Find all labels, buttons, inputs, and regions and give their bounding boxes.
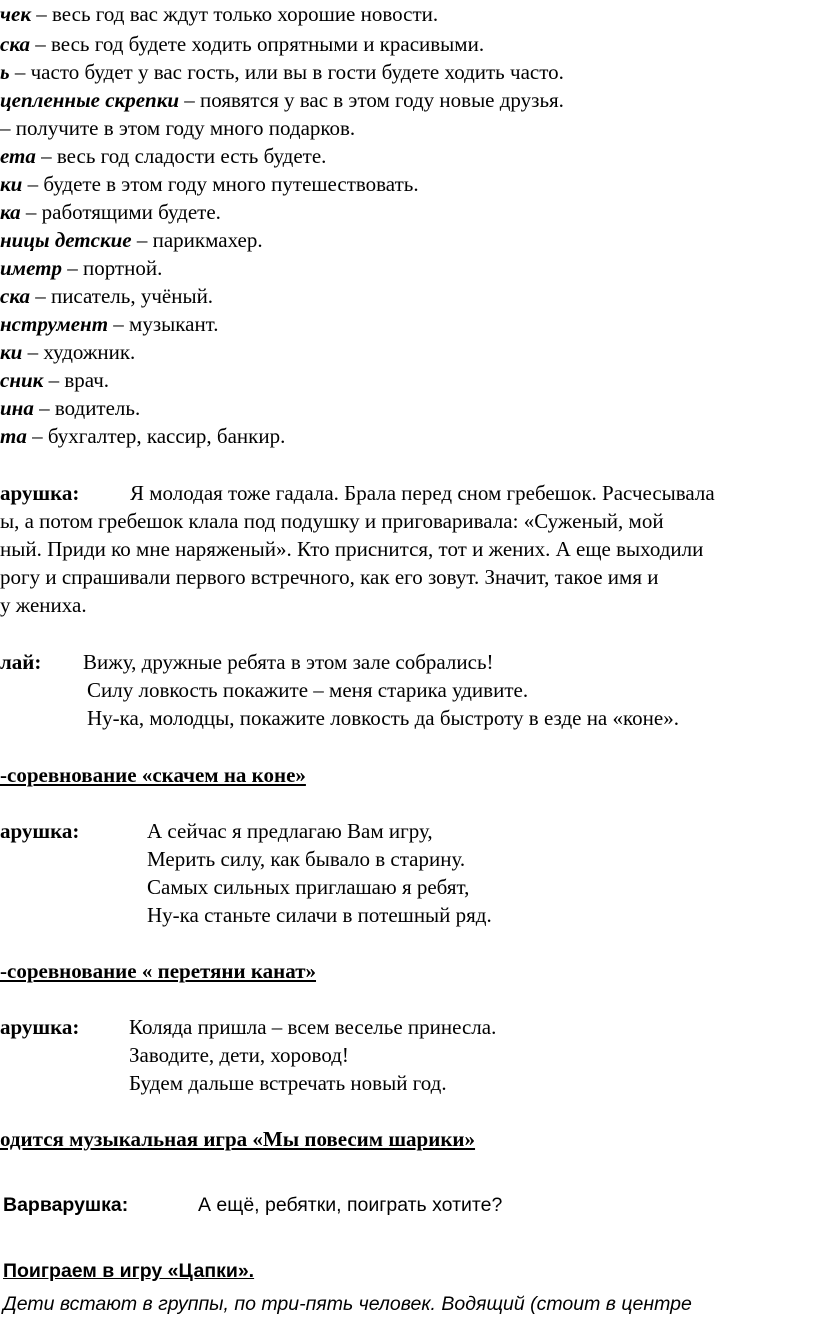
speech-line: Силу ловкость покажите – меня старика удивите. bbox=[87, 678, 529, 702]
list-text: – будете в этом году много путешествовать. bbox=[22, 172, 419, 196]
list-item bbox=[0, 367, 109, 393]
list-text: – работящими будете. bbox=[20, 200, 221, 224]
list-term: та bbox=[0, 424, 27, 448]
list-text: – весь год сладости есть будете. bbox=[35, 144, 327, 168]
section-heading: одится музыкальная игра «Мы повесим шарики» bbox=[0, 1127, 476, 1151]
speech-line: рогу и спрашивали первого встречного, как его зовут. Значит, такое имя и bbox=[0, 565, 659, 589]
list-item bbox=[0, 171, 419, 197]
speaker-label: арушка: bbox=[0, 481, 80, 505]
list-item bbox=[0, 339, 135, 365]
list-item bbox=[0, 395, 140, 421]
speech-line: Ну-ка, молодцы, покажите ловкость да быстроту в езде на «коне». bbox=[87, 706, 679, 730]
list-text: – весь год вас ждут только хорошие новости. bbox=[31, 2, 439, 26]
list-text: – парикмахер. bbox=[131, 228, 263, 252]
list-term: ска bbox=[0, 32, 30, 56]
list-term: сник bbox=[0, 368, 44, 392]
speaker-label: арушка: bbox=[0, 1015, 80, 1039]
speech-line: Будем дальше встречать новый год. bbox=[129, 1071, 447, 1095]
list-term: нструмент bbox=[0, 312, 109, 336]
list-text: – портной. bbox=[61, 256, 163, 280]
speech-line: ы, а потом гребешок клала под подушку и приговаривала: «Суженый, мой bbox=[0, 509, 664, 533]
speech-line: у жениха. bbox=[0, 593, 87, 617]
list-text: – врач. bbox=[43, 368, 110, 392]
list-term: цепленные скрепки bbox=[0, 88, 180, 112]
speaker-label: лай: bbox=[0, 650, 42, 674]
list-text: – получите в этом году много подарков. bbox=[0, 116, 356, 140]
list-term: иметр bbox=[0, 256, 62, 280]
list-text: – водитель. bbox=[33, 396, 141, 420]
list-term: ки bbox=[0, 340, 23, 364]
list-item bbox=[0, 255, 162, 281]
list-item bbox=[0, 115, 355, 141]
list-item bbox=[0, 199, 221, 225]
list-term: чек bbox=[0, 2, 31, 26]
list-text: – писатель, учёный. bbox=[29, 284, 214, 308]
list-item bbox=[0, 59, 564, 85]
section-heading: -соревнование « перетяни канат» bbox=[0, 959, 317, 983]
list-term: ь bbox=[0, 60, 10, 84]
speech-line: Вижу, дружные ребята в этом зале собрались! bbox=[83, 650, 494, 674]
list-text: – музыкант. bbox=[108, 312, 219, 336]
list-term: ка bbox=[0, 200, 21, 224]
speech-line: А ещё, ребятки, поиграть хотите? bbox=[198, 1194, 503, 1216]
list-text: – бухгалтер, кассир, банкир. bbox=[26, 424, 286, 448]
section-heading: Поиграем в игру «Цапки». bbox=[3, 1260, 255, 1282]
speech-line: Ну-ка станьте силачи в потешный ряд. bbox=[147, 903, 492, 927]
list-item bbox=[0, 311, 219, 337]
list-item bbox=[0, 227, 263, 253]
list-item bbox=[0, 31, 484, 57]
list-term: ета bbox=[0, 144, 36, 168]
speech-line: Заводите, дети, хоровод! bbox=[129, 1043, 349, 1067]
instruction-line: Дети встают в группы, по три-пять человек. Водящий (стоит в центре bbox=[3, 1293, 692, 1315]
list-text: – часто будет у вас гость, или вы в гости будете ходить часто. bbox=[9, 60, 564, 84]
list-text: – весь год будете ходить опрятными и красивыми. bbox=[29, 32, 485, 56]
list-text: – появятся у вас в этом году новые друзья. bbox=[179, 88, 564, 112]
section-heading: -соревнование «скачем на коне» bbox=[0, 763, 306, 787]
list-term: ницы детские bbox=[0, 228, 132, 252]
speech-line: Я молодая тоже гадала. Брала перед сном гребешок. Расчесывала bbox=[130, 481, 715, 505]
list-term: ска bbox=[0, 284, 30, 308]
speech-line: Самых сильных приглашаю я ребят, bbox=[147, 875, 470, 899]
speaker-label: Варварушка: bbox=[3, 1194, 129, 1216]
speech-line: Мерить силу, как бывало в старину. bbox=[147, 847, 466, 871]
speaker-label: арушка: bbox=[0, 819, 80, 843]
speech-line: Коляда пришла – всем веселье принесла. bbox=[129, 1015, 497, 1039]
list-term: ки bbox=[0, 172, 23, 196]
list-item bbox=[0, 1, 438, 27]
list-item bbox=[0, 87, 564, 113]
list-item bbox=[0, 423, 285, 449]
list-item bbox=[0, 143, 326, 169]
list-term: ина bbox=[0, 396, 34, 420]
list-item bbox=[0, 283, 213, 309]
speech-line: ный. Приди ко мне наряженый». Кто приснится, тот и жених. А еще выходили bbox=[0, 537, 704, 561]
speech-line: А сейчас я предлагаю Вам игру, bbox=[147, 819, 433, 843]
list-text: – художник. bbox=[22, 340, 136, 364]
